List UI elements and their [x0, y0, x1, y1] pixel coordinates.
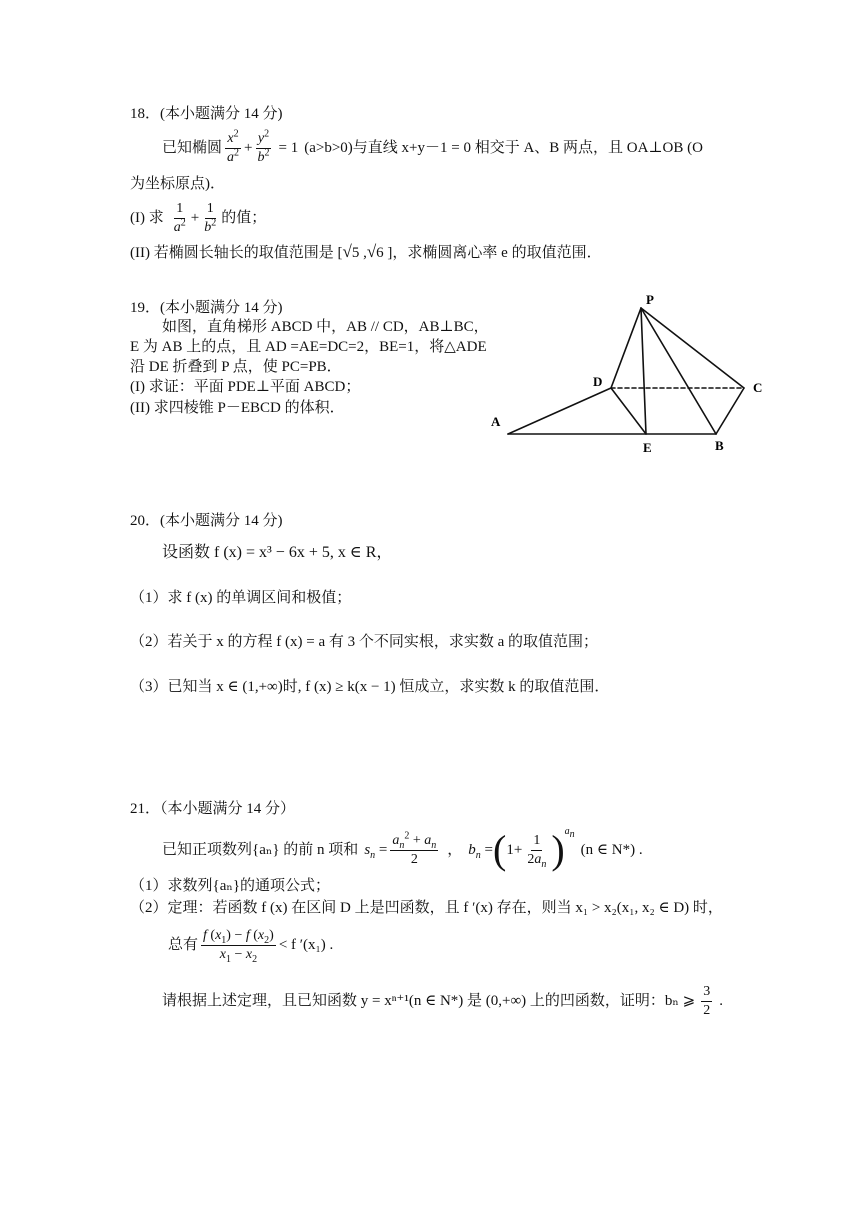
q21-heading: 21．（本小题满分 14 分）	[130, 801, 296, 817]
q21-intro-text: 已知正项数列{aₙ} 的前 n 项和	[162, 842, 359, 858]
label-A: A	[491, 414, 501, 429]
q18-intro-text: 已知椭圆	[162, 140, 223, 156]
edge-BC	[716, 388, 744, 434]
q18-part2-head: (II) 若椭圆长轴长的取值范围是 [	[130, 245, 343, 261]
pyramid-figure	[486, 290, 776, 460]
q20-part3: （3）已知当 x ∈ (1,+∞)时, f (x) ≥ k(x − 1) 恒成立，求实数 k 的取值范围．	[130, 679, 610, 695]
q18-part1: (I) 求 $\frac{1}{a^2}$ + $\frac{1}{b^2}$ 的值；	[130, 200, 267, 235]
q21-line1: 已知正项数列{aₙ} 的前 n 项和 $s_n$ = $\frac{a_n^2 + a_n}{2}$ ， $b_n$ = ( 1+ $\frac{1}{2a_n}$ ) $a_n$ (n ∈ N*) .	[162, 826, 643, 872]
q20-part1: （1）求 f (x) 的单调区间和极值；	[130, 590, 352, 606]
q20-part2: （2）若关于 x 的方程 f (x) = a 有 3 个不同实根，求实数 a 的取值范围；	[130, 634, 599, 650]
q21-always-text: 总有	[168, 937, 199, 953]
q20-line1: 设函数 f (x) = x³ − 6x + 5, x ∈ R，	[162, 544, 393, 561]
ellipse-y-term: $\frac{y^2}{b^2}$	[257, 127, 270, 165]
label-B: B	[715, 438, 724, 453]
q20-heading: 20．(本小题满分 14 分)	[130, 513, 283, 529]
q21-inequality-line	[168, 922, 333, 968]
q18-heading: 18．(本小题满分 14 分)	[130, 106, 283, 122]
q19-line2: E 为 AB 上的点，且 AD =AE=DC=2，BE=1，将△ADE	[130, 339, 487, 355]
q19-line3: 沿 DE 折叠到 P 点，使 PC=PB．	[130, 359, 342, 375]
frac-3-over-2: $\frac{3}{2}$	[703, 983, 711, 1018]
q21-inequality-tail: < f ′(x₁) .	[278, 937, 334, 953]
sn-formula: $\frac{a_n^2 + a_n}{2}$	[392, 829, 437, 867]
q18-part2-tail: 6 ]，求椭圆离心率 e 的取值范围．	[376, 245, 602, 261]
q18-line2: 为坐标原点)．	[130, 176, 225, 192]
edge-PE	[641, 308, 646, 434]
q18-part1-label: (I) 求	[130, 210, 164, 226]
q18-part1-tail: 的值；	[221, 210, 267, 226]
q19-heading: 19．(本小题满分 14 分)	[130, 300, 283, 316]
q21-proof-end: .	[719, 993, 723, 1009]
label-E: E	[643, 440, 652, 455]
difference-quotient: $\frac{f (x_1) - f (x_2)}{x_1 - x_2}$	[203, 927, 274, 965]
edge-PD	[611, 308, 641, 388]
edge-PB	[641, 308, 716, 434]
q19-part2: (II) 求四棱锥 P－EBCD 的体积．	[130, 400, 345, 416]
q18-condition-text: (a>b>0)与直线 x+y－1 = 0 相交于 A、B 两点，且 OA⊥OB (O	[304, 140, 703, 156]
q21-part1: （1）求数列{aₙ}的通项公式；	[130, 878, 331, 894]
q21-proof-line	[162, 980, 723, 1022]
q21-proof-text: 请根据上述定理，且已知函数 y = xⁿ⁺¹(n ∈ N*) 是 (0,+∞) 上的凹函数，证明：bₙ ⩾	[162, 993, 696, 1009]
label-C: C	[753, 380, 763, 395]
edge-PC	[641, 308, 744, 388]
q21-part2: （2）定理：若函数 f (x) 在区间 D 上是凹函数，且 f ′(x) 存在，则当 x₁ > x₂(x₁, x₂ ∈ D) 时，	[130, 900, 723, 916]
q21-domain-text: (n ∈ N*) .	[580, 842, 643, 858]
edge-AD	[508, 388, 611, 434]
label-D: D	[593, 374, 603, 389]
q18-part2-sqrt5: 5 ,	[351, 245, 367, 261]
label-P: P	[646, 292, 654, 307]
q19-line1: 如图，直角梯形 ABCD 中，AB // CD，AB⊥BC，	[162, 319, 489, 335]
q18-part2: (II) 若椭圆长轴长的取值范围是 [√5 ,√6 ]，求椭圆离心率 e 的取值范围．	[130, 242, 602, 261]
frac-1-over-a2: $\frac{1}{a^2}$	[173, 200, 186, 235]
bn-inner-frac: $\frac{1}{2a_n}$	[527, 832, 547, 870]
frac-1-over-b2: $\frac{1}{b^2}$	[204, 200, 217, 235]
edge-DE	[611, 388, 646, 434]
q19-part1: (I) 求证：平面 PDE⊥平面 ABCD；	[130, 379, 361, 395]
q18-line1: 已知椭圆 $\frac{x^2}{a^2}$ + $\frac{y^2}{b^2}$ = 1 (a>b>0)与直线 x+y－1 = 0 相交于 A、B 两点，且 OA⊥OB (O	[162, 127, 703, 165]
ellipse-x-term: $\frac{x^2}{a^2}$	[227, 127, 240, 165]
